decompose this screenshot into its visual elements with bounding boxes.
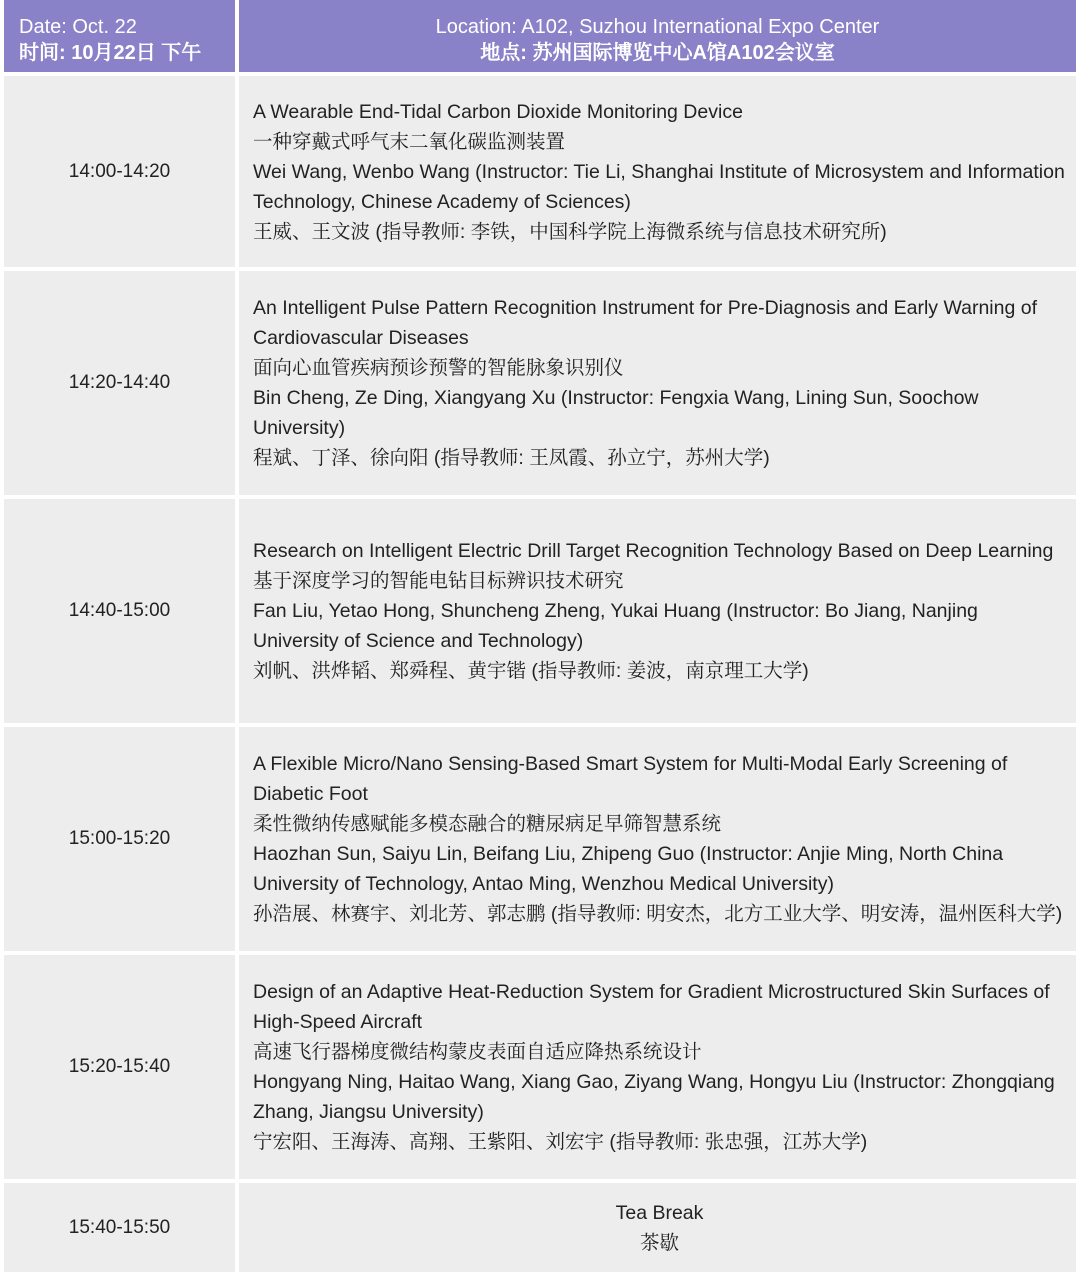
session-content bbox=[239, 76, 1076, 267]
session-title-en: An Intelligent Pulse Pattern Recognition Instrument for Pre-Diagnosis and Early Warning of Cardiovascular Diseases bbox=[253, 297, 1038, 349]
session-authors-en: Fan Liu, Yetao Hong, Shuncheng Zheng, Yukai Huang (Instructor: Bo Jiang, Nanjing University of Science and Technology) bbox=[253, 600, 978, 652]
session-time: 15:00-15:20 bbox=[4, 727, 235, 951]
session-authors-cn: 王威、王文波 (指导教师: 李铁，中国科学院上海微系统与信息技术研究所) bbox=[253, 220, 887, 243]
table-row bbox=[4, 955, 1076, 1183]
tea-break-time: 15:40-15:50 bbox=[4, 1183, 235, 1272]
session-content bbox=[239, 727, 1076, 951]
session-title-en: A Flexible Micro/Nano Sensing-Based Smart System for Multi-Modal Early Screening of Diabetic Foot bbox=[253, 753, 1008, 805]
session-title-cn: 面向心血管疾病预诊预警的智能脉象识别仪 bbox=[253, 357, 624, 379]
date-cn: 时间: 10月22日 下午 bbox=[19, 42, 202, 64]
table-row bbox=[4, 727, 1076, 955]
session-title-cn: 柔性微纳传感赋能多模态融合的糖尿病足早筛智慧系统 bbox=[253, 813, 722, 835]
date-en: Date: Oct. 22 bbox=[19, 16, 137, 38]
session-title-cn: 基于深度学习的智能电钻目标辨识技术研究 bbox=[253, 570, 624, 592]
session-authors-cn: 程斌、丁泽、徐向阳 (指导教师: 王凤霞、孙立宁，苏州大学) bbox=[253, 447, 770, 469]
session-authors-cn: 孙浩展、林赛宇、刘北芳、郭志鹏 (指导教师: 明安杰，北方工业大学、明安涛，温州医科大学) bbox=[253, 903, 1063, 925]
session-time: 14:40-15:00 bbox=[4, 499, 235, 723]
session-title-en: A Wearable End-Tidal Carbon Dioxide Monitoring Device bbox=[253, 100, 743, 123]
table-row bbox=[4, 271, 1076, 499]
tea-break-row bbox=[4, 1183, 1076, 1272]
session-time: 15:20-15:40 bbox=[4, 955, 235, 1179]
session-content bbox=[239, 271, 1076, 495]
session-authors-en: Bin Cheng, Ze Ding, Xiangyang Xu (Instructor: Fengxia Wang, Lining Sun, Soochow University) bbox=[253, 387, 979, 439]
tea-break-label-cn: 茶歇 bbox=[639, 1231, 679, 1254]
tea-break-label-en: Tea Break bbox=[615, 1201, 704, 1224]
session-title-cn: 一种穿戴式呼气末二氧化碳监测装置 bbox=[253, 130, 566, 153]
session-authors-en: Wei Wang, Wenbo Wang (Instructor: Tie Li, Shanghai Institute of Microsystem and Information Technology, Chinese Academy of Sciences) bbox=[253, 160, 1065, 213]
session-authors-en: Hongyang Ning, Haitao Wang, Xiang Gao, Ziyang Wang, Hongyu Liu (Instructor: Zhongqiang Zhang, Jiangsu University) bbox=[253, 1071, 1055, 1123]
schedule-table bbox=[4, 0, 1076, 1272]
tea-break-content bbox=[239, 1183, 1076, 1272]
session-time: 14:00-14:20 bbox=[4, 76, 235, 267]
session-title-cn: 高速飞行器梯度微结构蒙皮表面自适应降热系统设计 bbox=[253, 1041, 702, 1063]
location-cn: 地点: 苏州国际博览中心A馆A102会议室 bbox=[480, 42, 835, 64]
session-authors-en: Haozhan Sun, Saiyu Lin, Beifang Liu, Zhipeng Guo (Instructor: Anjie Ming, North China University of Technology, Antao Ming, Wenzhou Medical University) bbox=[253, 843, 1004, 895]
session-authors-cn: 刘帆、洪烨韬、郑舜程、黄宇锴 (指导教师: 姜波，南京理工大学) bbox=[253, 660, 809, 682]
session-title-en: Research on Intelligent Electric Drill Target Recognition Technology Based on Deep Learning bbox=[253, 540, 1054, 562]
table-row bbox=[4, 499, 1076, 727]
date-header-cell bbox=[4, 0, 235, 72]
table-header bbox=[4, 0, 1076, 76]
session-authors-cn: 宁宏阳、王海涛、高翔、王紫阳、刘宏宇 (指导教师: 张忠强，江苏大学) bbox=[253, 1131, 868, 1153]
table-row bbox=[4, 76, 1076, 271]
session-time: 14:20-14:40 bbox=[4, 271, 235, 495]
session-title-en: Design of an Adaptive Heat-Reduction System for Gradient Microstructured Skin Surfaces of High-Speed Aircraft bbox=[253, 981, 1050, 1033]
session-content bbox=[239, 499, 1076, 723]
location-header-cell bbox=[239, 0, 1076, 72]
location-en: Location: A102, Suzhou International Expo Center bbox=[435, 16, 880, 38]
session-content bbox=[239, 955, 1076, 1179]
